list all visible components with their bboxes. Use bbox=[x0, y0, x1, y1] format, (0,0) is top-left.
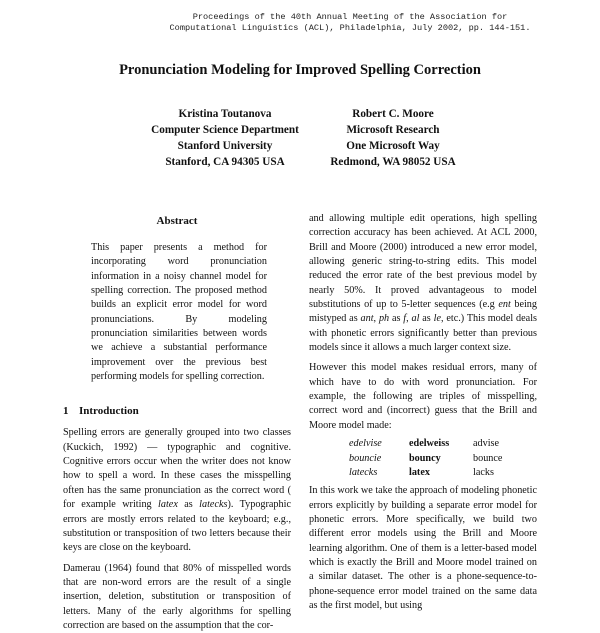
author-address: Stanford, CA 94305 USA bbox=[165, 156, 285, 168]
example-misspelling: bouncie bbox=[349, 452, 382, 464]
section-number: 1 bbox=[63, 405, 69, 418]
section-heading-introduction bbox=[63, 402, 291, 426]
example-correct: latex bbox=[409, 466, 430, 478]
author-name: Kristina Toutanova bbox=[178, 108, 272, 120]
example-guess: lacks bbox=[473, 466, 494, 478]
example-row bbox=[349, 452, 537, 466]
example-row bbox=[349, 466, 537, 480]
example-triples-table bbox=[349, 437, 537, 480]
proceedings-line-1: Proceedings of the 40th Annual Meeting of the Association for bbox=[192, 12, 508, 22]
example-misspelling: latecks bbox=[349, 466, 378, 478]
paper-title: Pronunciation Modeling for Improved Spelling Correction bbox=[119, 62, 481, 78]
author-address: Redmond, WA 98052 USA bbox=[330, 156, 456, 168]
right-paragraph-1: and allowing multiple edit operations, high spelling correction accuracy has been achieved. At ACL 2000, Brill and Moore (2000) introduced a new error model, allowing generic string-to-string edits. This model reduced the error rate of the best previous model by nearly 50%. It proved advantageous to model substitutions of up to 5-letter sequences (e.g ent being mistyped as ant, ph as f, al as le, etc.) This model deals with phonetic errors significantly better than previous models since it allows a much larger context size. bbox=[309, 213, 537, 354]
intro-paragraph-2: Damerau (1964) found that 80% of misspelled words that are non-word errors are the result of a single insertion, deletion, substitution or transposition of letters. Many of the early algorithms for spelling correction are based on the assumption that the cor- bbox=[63, 562, 291, 631]
right-column bbox=[309, 212, 537, 613]
author-name: Robert C. Moore bbox=[352, 108, 434, 120]
example-misspelling: edelvise bbox=[349, 438, 382, 450]
author-organization: One Microsoft Way bbox=[346, 140, 440, 152]
right-paragraph-2: However this model makes residual errors, many of which have to do with word pronunciation. For example, the following are triples of misspelling, correct word and (incorrect) guess that the Brill and Moore model made: bbox=[309, 362, 537, 431]
proceedings-header bbox=[150, 12, 550, 34]
author-organization: Stanford University bbox=[177, 140, 273, 152]
example-guess: bounce bbox=[473, 452, 503, 464]
author-block-1 bbox=[130, 106, 320, 170]
example-correct: bouncy bbox=[409, 452, 441, 464]
author-block-2 bbox=[298, 106, 488, 170]
section-title: Introduction bbox=[79, 405, 139, 418]
example-row bbox=[349, 437, 537, 451]
abstract-text: This paper presents a method for incorporating word pronunciation information in a noisy channel model for spelling correction. The proposed method builds an explicit error model for word pronunciations. By modeling pronunciation similarities between words we achieve a substantial performance improvement over the previous best performing models for spelling correction. bbox=[91, 242, 267, 383]
example-guess: advise bbox=[473, 438, 500, 450]
intro-paragraph-1: Spelling errors are generally grouped into two classes (Kuckich, 1992) — typographic and cognitive. Cognitive errors occur when the writer does not know how to spell a word. In these cases the misspelling often has the same pronunciation as the correct word ( for example writing latex as latecks). Typographic errors are mostly errors related to the keyboard; e.g., substitution or transposition of two letters because their keys are close on the keyboard. bbox=[63, 427, 291, 554]
example-correct: edelweiss bbox=[409, 438, 450, 450]
left-column bbox=[63, 211, 291, 633]
right-paragraph-3: In this work we take the approach of modeling phonetic errors explicitly by building a separate error model for phonetic errors. More specifically, we build two different error models using the Brill and Moore learning algorithm. One of them is a letter-based model which is exactly the Brill and Moore model trained on a similar dataset. The other is a phone-sequence-to-phone-sequence error model trained on the same data as the first model, but using bbox=[309, 485, 537, 611]
author-department: Microsoft Research bbox=[346, 124, 440, 136]
author-department: Computer Science Department bbox=[151, 124, 299, 136]
abstract-heading: Abstract bbox=[156, 215, 198, 227]
proceedings-line-2: Computational Linguistics (ACL), Philadelphia, July 2002, pp. 144-151. bbox=[169, 23, 531, 33]
